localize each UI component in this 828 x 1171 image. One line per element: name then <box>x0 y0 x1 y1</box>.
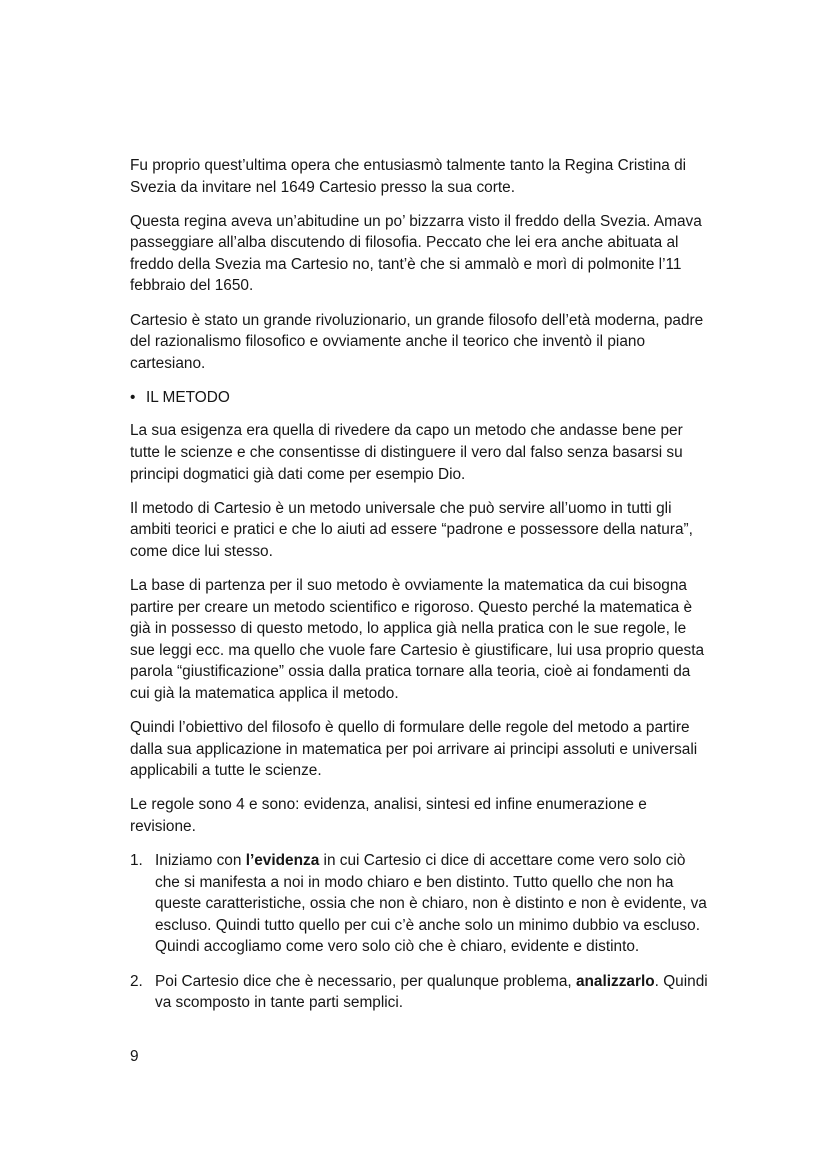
page-body <box>130 155 710 1026</box>
section-heading-label: IL METODO <box>146 388 230 406</box>
rule-text-after: in cui Cartesio ci dice di accettare come vero solo ciò che si manifesta a noi in modo chiaro e ben distinto. Tutto quello che non ha queste caratteristiche, ossia che non è chiaro, non è distinto e non è evidente, va escluso. Quindi tutto quello per cui c’è anche solo un minimo dubbio va escluso. Quindi accogliamo come vero solo ciò che è chiaro, evidente e distinto. <box>155 852 707 956</box>
paragraph-abitudine-regina: Questa regina aveva un’abitudine un po’ bizzarra visto il freddo della Svezia. Amava passeggiare all’alba discutendo di filosofia. Peccato che lei era anche abituata al freddo della Svezia ma Cartesio no, tant’è che si ammalò e morì di polmonite l’11 febbraio del 1650. <box>130 212 702 295</box>
paragraph-esigenza: La sua esigenza era quella di rivedere da capo un metodo che andasse bene per tutte le scienze e che consentisse di distinguere il vero dal falso senza basarsi su principi dogmatici già dati come per esempio Dio. <box>130 422 683 483</box>
bullet-symbol: • <box>130 388 136 406</box>
rules-list <box>130 850 710 1014</box>
rule-item-evidenza <box>130 850 710 958</box>
rule-keyword: analizzarlo <box>575 972 655 990</box>
rule-number: 2. <box>130 972 143 990</box>
rule-keyword: l’evidenza <box>245 852 320 870</box>
paragraph-obiettivo: Quindi l’obiettivo del filosofo è quello di formulare delle regole del metodo a partire dalla sua applicazione in matematica per poi arrivare ai principi assoluti e universali applicabili a tutte le scienze. <box>130 719 698 780</box>
paragraph-base-matematica: La base di partenza per il suo metodo è ovviamente la matematica da cui bisogna partire per creare un metodo scientifico e rigoroso. Questo perché la matematica è già in possesso di questo metodo, lo applica già nella pratica con le sue regole, le sue leggi ecc. ma quello che vuole fare Cartesio è giustificare, lui usa proprio questa parola “giustificazione” ossia dalla pratica tornare alla teoria, cioè ai fondamenti da cui già la matematica applica il metodo. <box>130 577 705 702</box>
paragraph-metodo-universale: Il metodo di Cartesio è un metodo universale che può servire all’uomo in tutti gli ambiti teorici e pratici e che lo aiuti ad essere “padrone e possessore della natura”, come dice lui stesso. <box>130 499 693 560</box>
rule-text-before: Iniziamo con <box>155 852 246 870</box>
rule-text <box>155 971 710 1014</box>
rule-number: 1. <box>130 852 143 870</box>
paragraph-regole: Le regole sono 4 e sono: evidenza, analisi, sintesi ed infine enumerazione e revisione. <box>130 796 647 835</box>
rule-item-analisi <box>130 971 710 1014</box>
rule-text-before: Poi Cartesio dice che è necessario, per qualunque problema, <box>155 972 576 990</box>
rule-text-after: . Quindi va scomposto in tante parti semplici. <box>155 972 708 1012</box>
paragraph-cartesio-rivoluzionario: Cartesio è stato un grande rivoluzionario, un grande filosofo dell’età moderna, padre del razionalismo filosofico e ovviamente anche il teorico che inventò il piano cartesiano. <box>130 311 704 372</box>
page-number: 9 <box>130 1048 139 1065</box>
section-heading-il-metodo <box>130 387 710 409</box>
paragraph-regina-cristina: Fu proprio quest’ultima opera che entusiasmò talmente tanto la Regina Cristina di Svezia da invitare nel 1649 Cartesio presso la sua corte. <box>130 157 687 196</box>
rule-text <box>155 850 710 958</box>
